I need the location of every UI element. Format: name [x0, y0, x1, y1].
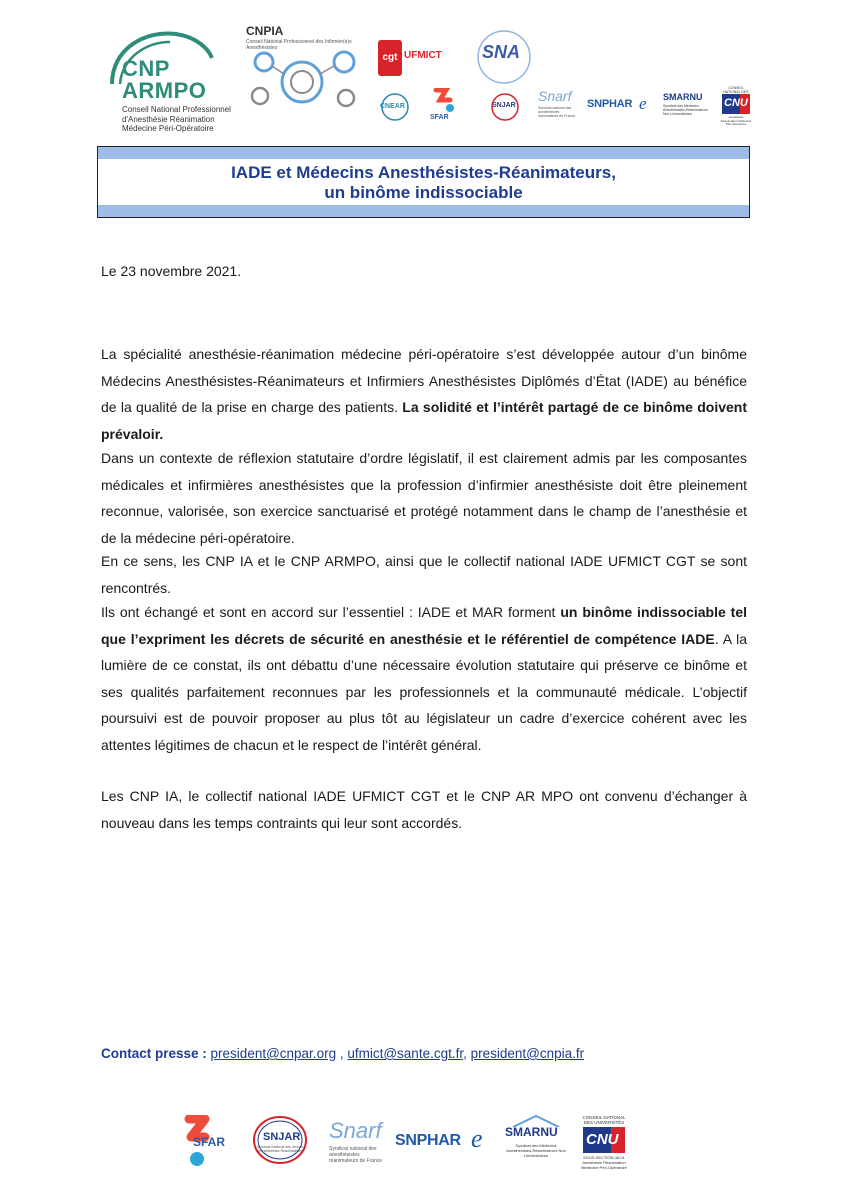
paragraph-3: En ce sens, les CNP IA et le CNP ARMPO, ainsi que le collectif national IADE UFMICT CGT se sont rencontrés. — [101, 553, 747, 596]
cnu-footer-top: CONSEIL NATIONAL DES UNIVERSITÉS — [582, 1115, 626, 1125]
email-link-cnpar[interactable]: president@cnpar.org — [210, 1046, 337, 1061]
email-link-cnpia[interactable]: president@cnpia.fr — [470, 1046, 585, 1061]
date-line: Le 23 novembre 2021. — [101, 263, 242, 279]
sfar-header-mark-icon — [430, 88, 460, 114]
cnp-armpo-sub1: Conseil National Professionnel — [122, 105, 231, 114]
cnu-footer-bottom: SOUS-SECTION 48-01 Anesthésie Réanimation Médecine Péri-Opératoire — [581, 1155, 627, 1170]
title-band-top — [98, 147, 749, 159]
snphare-header-suffix: e — [639, 94, 647, 113]
snphare-header-logo — [587, 94, 657, 118]
sfar-header-logo — [430, 88, 460, 124]
contact-separator-2: , — [463, 1046, 471, 1061]
paragraph-1-text: La spécialité anesthésie-réanimation médecine péri-opératoire s’est développée autour d’un binôme Médecins Anesthésistes-Réanimateurs et Infirmiers Anesthésistes Diplômés d’État (IADE) au bénéfice de la qualité de la prise en charge des patients. — [101, 346, 747, 415]
cnp-armpo-line1: CNP — [122, 56, 170, 81]
smarnu-footer-subtitle: Syndicat des Médecins Anesthésistes-Réanimateurs Non Universitaires — [506, 1143, 566, 1158]
snarf-footer-label: Snarf — [329, 1118, 382, 1143]
press-contact — [101, 1046, 584, 1061]
paragraph-4-bold: un binôme indissociable tel que l’expriment les décrets de sécurité en anesthésie et le référentiel de compétence IADE — [101, 604, 747, 647]
snjar-header-label: SNJAR — [492, 102, 516, 109]
cnu-header-bottom: Anesthésie Réanimation Médecine Péri-Opératoire — [720, 115, 752, 126]
cnpia-logo — [244, 22, 374, 112]
cnu-header-logo — [720, 86, 752, 126]
snphare-footer-logo — [395, 1126, 495, 1154]
contact-label: Contact presse : — [101, 1046, 207, 1061]
cnpia-subtitle: Conseil National Professionnel des Infirmier(e)s Anesthésistes — [246, 39, 352, 51]
paragraph-4-text-a: Ils ont échangé et sont en accord sur l’essentiel : IADE et MAR forment — [101, 604, 561, 620]
cnp-armpo-line2: ARMPO — [122, 78, 207, 103]
sna-label: SNA — [482, 42, 521, 62]
cnu-header-top: CONSEIL NATIONAL DES — [723, 86, 749, 94]
smarnu-header-label: SMARNU — [663, 92, 703, 102]
cnear-logo — [378, 92, 412, 122]
cgt-ufmict-logo — [378, 40, 468, 80]
ufmict-label: UFMICT — [404, 50, 442, 61]
title-box — [97, 146, 750, 218]
cnu-footer-label: CNU — [586, 1131, 619, 1148]
cnp-armpo-sub3: Médecine Péri-Opératoire — [122, 124, 214, 133]
cnpia-name: CNPIA — [246, 24, 284, 38]
title-line-1: IADE et Médecins Anesthésistes-Réanimateurs, — [231, 163, 616, 182]
contact-separator-1: , — [336, 1046, 348, 1061]
email-link-ufmict[interactable]: ufmict@sante.cgt.fr — [347, 1046, 464, 1061]
title-line-2: un binôme indissociable — [324, 183, 523, 202]
cnp-armpo-logo — [100, 28, 240, 133]
smarnu-footer-logo — [503, 1115, 569, 1167]
paragraph-1-bold: La solidité et l’intérêt partagé de ce binôme doivent prévaloir. — [101, 399, 747, 442]
sna-logo — [474, 28, 534, 86]
snarf-footer-subtitle: Syndicat national des anesthésistes réanimateurs de France — [329, 1146, 383, 1164]
snphare-footer-label: SNPHAR — [395, 1132, 461, 1149]
cnp-armpo-sub2: d'Anesthésie Réanimation — [122, 114, 215, 124]
cnear-label: CNEAR — [380, 103, 405, 110]
cnpia-circles-icon — [244, 22, 374, 112]
smarnu-header-logo — [663, 90, 713, 124]
snjar-footer-logo — [252, 1115, 308, 1165]
cnp-armpo-subtitle — [122, 105, 262, 134]
title-band-bottom — [98, 205, 749, 217]
paragraph-4 — [101, 599, 747, 758]
sfar-footer-logo — [175, 1115, 230, 1170]
paragraph-5: Les CNP IA, le collectif national IADE UFMICT CGT et le CNP AR MPO ont convenu d’échanger à nouveau dans les temps contraints qui leur sont accordés. — [101, 788, 747, 831]
smarnu-header-subtitle: Syndicat des Médecins Anesthésistes-Réanimateurs Non Universitaires — [663, 104, 708, 116]
smarnu-footer-label: SMARNU — [505, 1125, 558, 1139]
paragraph-2: Dans un contexte de réflexion statutaire d’ordre législatif, il est clairement admis par les composantes médicales et infirmières anesthésistes que la profession d’infirmier anesthésiste doit être pleinement reconnue, valorisée, son exercice sanctuarisé et protégé notamment dans le champ de l’anesthésie et de la médecine péri-opératoire. — [101, 450, 747, 546]
cnu-header-label: CNU — [724, 97, 748, 109]
cnu-footer-logo — [579, 1115, 629, 1173]
snarf-header-logo — [538, 88, 578, 124]
snarf-header-label: Snarf — [538, 88, 572, 104]
snphare-footer-suffix: e — [471, 1124, 483, 1153]
snjar-header-logo — [488, 92, 522, 122]
snjar-footer-label: SNJAR — [263, 1131, 301, 1143]
snjar-footer-subtitle: Syndicat National des Jeunes Anesthésistes-Réanimateurs — [256, 1145, 304, 1153]
snarf-header-subtitle: Syndicat national des anesthésistes réanimateurs de France — [538, 106, 576, 118]
cnu-footer-box — [583, 1127, 625, 1153]
sfar-footer-label: SFAR — [193, 1135, 226, 1149]
cnu-header-box — [722, 94, 750, 114]
paragraph-4-text-b: . A la lumière de ce constat, ils ont débattu d’une nécessaire évolution statutaire qui préserve ce binôme et ses qualités parfaitement reconnues par les professionnels et la communauté médicale. L’objectif poursuivi est de pouvoir proposer au plus tôt au législateur un cadre d’exercice cohérent avec les attentes légitimes de chacun et le respect de l’intérêt général. — [101, 630, 747, 753]
cgt-box: cgt — [378, 40, 402, 76]
sfar-header-label: SFAR — [430, 114, 449, 121]
paragraph-1 — [101, 341, 747, 447]
snarf-footer-logo — [327, 1118, 387, 1168]
snphare-header-label: SNPHAR — [587, 98, 633, 110]
